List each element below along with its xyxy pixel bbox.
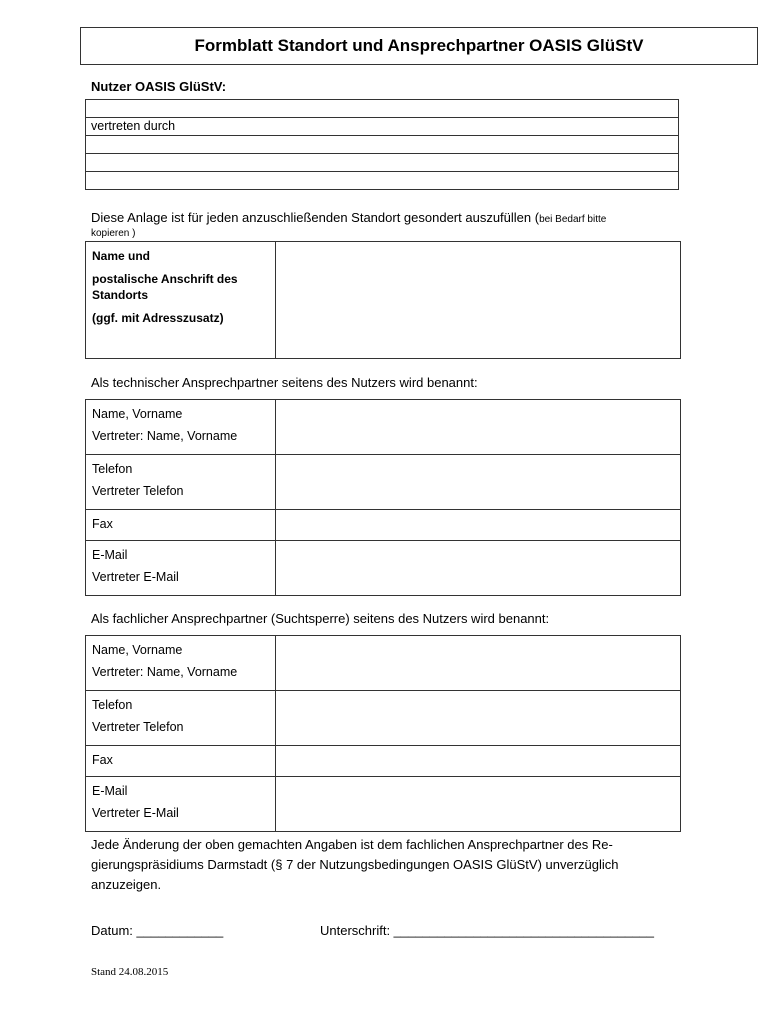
nutzer-row bbox=[86, 100, 679, 118]
table-row bbox=[86, 510, 681, 541]
change-notice bbox=[91, 835, 691, 895]
vertreten-durch-field[interactable]: vertreten durch bbox=[86, 118, 679, 136]
table-row bbox=[86, 636, 681, 691]
technisch-fax-field[interactable] bbox=[276, 510, 681, 541]
anlage-text: Diese Anlage ist für jeden anzuschließenden Standort gesondert auszufüllen ( bbox=[91, 210, 540, 225]
nutzer-row bbox=[86, 118, 679, 136]
technisch-table bbox=[85, 399, 681, 596]
standort-label-line3: (ggf. mit Adresszusatz) bbox=[92, 311, 224, 325]
table-row bbox=[86, 777, 681, 832]
technisch-name-field[interactable] bbox=[276, 400, 681, 455]
datum-field[interactable]: Datum: ____________ bbox=[91, 923, 224, 938]
row-sublabel: Vertreter E-Mail bbox=[92, 570, 179, 584]
nutzer-table bbox=[85, 99, 679, 190]
form-title: Formblatt Standort und Ansprechpartner OASIS GlüStV bbox=[80, 27, 758, 65]
technisch-fax-label bbox=[86, 510, 276, 541]
row-sublabel: Vertreter Telefon bbox=[92, 484, 184, 498]
fachlich-telefon-label bbox=[86, 691, 276, 746]
notice-line-3: anzuzeigen. bbox=[91, 877, 162, 892]
standort-label-line2: postalische Anschrift des Standorts bbox=[92, 272, 238, 302]
notice-line-1: Jede Änderung der oben gemachten Angaben ist dem fachlichen Ansprechpartner des Re- bbox=[91, 837, 613, 852]
row-label: Fax bbox=[92, 517, 113, 531]
row-label: E-Mail bbox=[92, 548, 128, 562]
nutzer-row bbox=[86, 136, 679, 154]
nutzer-heading: Nutzer OASIS GlüStV: bbox=[91, 79, 227, 94]
row-sublabel: Vertreter: Name, Vorname bbox=[92, 665, 238, 679]
nutzer-field-5[interactable] bbox=[86, 172, 679, 190]
technisch-telefon-label bbox=[86, 455, 276, 510]
row-label: Telefon bbox=[92, 698, 133, 712]
technisch-email-field[interactable] bbox=[276, 541, 681, 596]
fachlich-heading: Als fachlicher Ansprechpartner (Suchtsperre) seitens des Nutzers wird benannt: bbox=[91, 611, 550, 626]
table-row bbox=[86, 691, 681, 746]
standort-label-cell bbox=[86, 242, 276, 359]
fachlich-email-label bbox=[86, 777, 276, 832]
row-label: Name, Vorname bbox=[92, 407, 183, 421]
stand-date: Stand 24.08.2015 bbox=[91, 966, 169, 978]
fachlich-email-field[interactable] bbox=[276, 777, 681, 832]
table-row bbox=[86, 400, 681, 455]
nutzer-row bbox=[86, 172, 679, 190]
technisch-telefon-field[interactable] bbox=[276, 455, 681, 510]
row-label: Name, Vorname bbox=[92, 643, 183, 657]
standort-value-field[interactable] bbox=[276, 242, 681, 359]
nutzer-field-1[interactable] bbox=[86, 100, 679, 118]
row-label: Fax bbox=[92, 753, 113, 767]
technisch-name-label bbox=[86, 400, 276, 455]
row-label: Telefon bbox=[92, 462, 133, 476]
notice-line-2: gierungspräsidiums Darmstadt (§ 7 der Nutzungsbedingungen OASIS GlüStV) unverzüglich bbox=[91, 857, 619, 872]
fachlich-name-label bbox=[86, 636, 276, 691]
anlage-small-text-2: kopieren ) bbox=[91, 228, 136, 239]
row-sublabel: Vertreter E-Mail bbox=[92, 806, 179, 820]
row-label: E-Mail bbox=[92, 784, 128, 798]
table-row bbox=[86, 541, 681, 596]
row-sublabel: Vertreter Telefon bbox=[92, 720, 184, 734]
fachlich-name-field[interactable] bbox=[276, 636, 681, 691]
nutzer-row bbox=[86, 154, 679, 172]
table-row bbox=[86, 746, 681, 777]
technisch-email-label bbox=[86, 541, 276, 596]
fachlich-table bbox=[85, 635, 681, 832]
technisch-heading: Als technischer Ansprechpartner seitens des Nutzers wird benannt: bbox=[91, 375, 478, 390]
unterschrift-field[interactable]: Unterschrift: ____________________________________ bbox=[320, 923, 654, 938]
fachlich-fax-label bbox=[86, 746, 276, 777]
nutzer-field-3[interactable] bbox=[86, 136, 679, 154]
standort-table bbox=[85, 241, 681, 359]
standort-label-line1: Name und bbox=[92, 249, 151, 263]
table-row bbox=[86, 455, 681, 510]
nutzer-field-4[interactable] bbox=[86, 154, 679, 172]
fachlich-telefon-field[interactable] bbox=[276, 691, 681, 746]
anlage-small-text: bei Bedarf bitte bbox=[539, 214, 607, 225]
fachlich-fax-field[interactable] bbox=[276, 746, 681, 777]
anlage-note bbox=[91, 209, 691, 227]
row-sublabel: Vertreter: Name, Vorname bbox=[92, 429, 238, 443]
